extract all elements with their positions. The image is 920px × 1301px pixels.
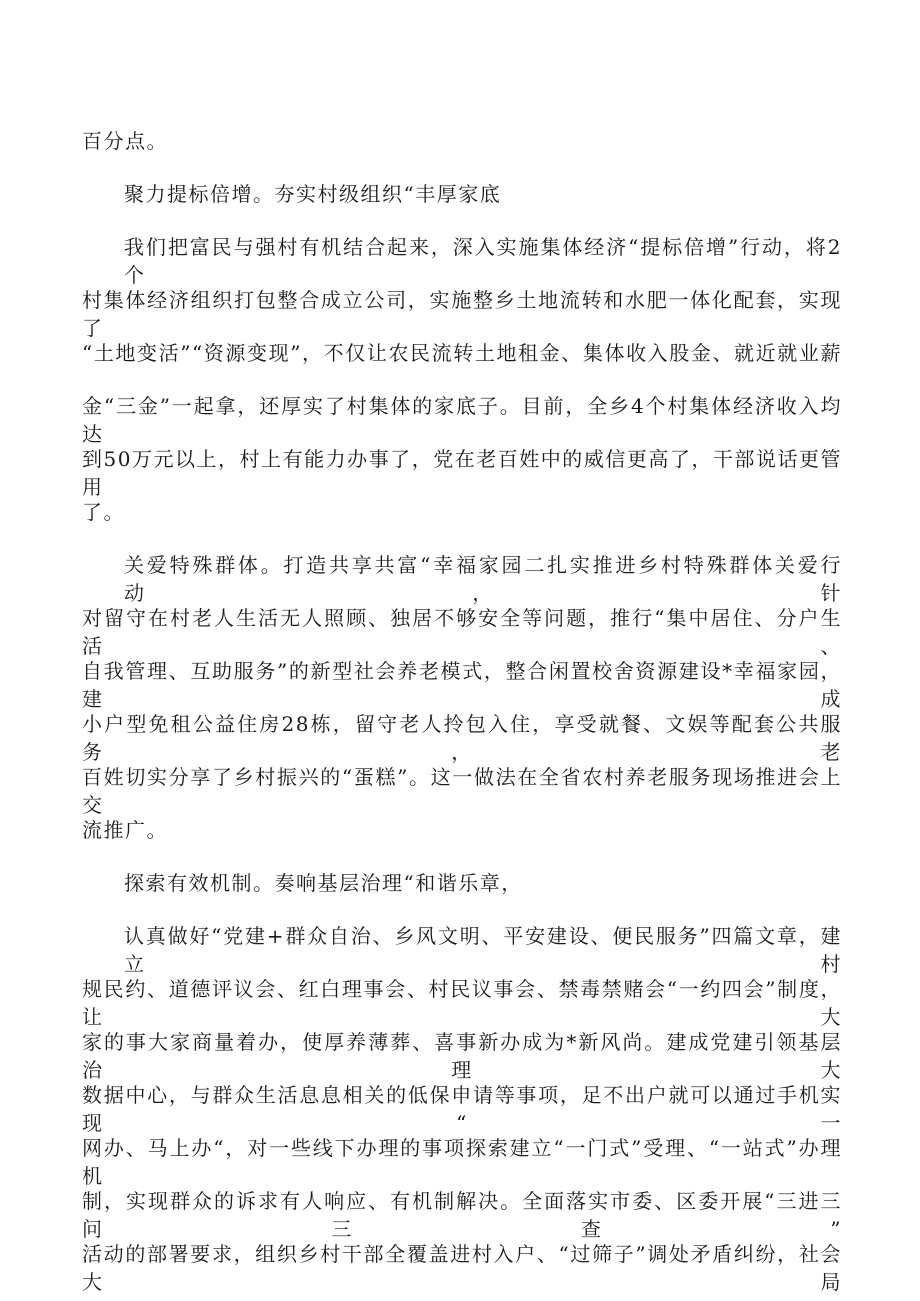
paragraph-line: 百分点。 bbox=[82, 129, 168, 153]
paragraph-line: 到50万元以上，村上有能力办事了，党在老百姓中的威信更高了，干部说话更管用 bbox=[82, 447, 842, 499]
paragraph-line: 自我管理、互助服务”的新型社会养老模式，整合闲置校舍资源建设*幸福家园，建成 bbox=[82, 659, 842, 711]
paragraph-line: 对留守在村老人生活无人照顾、独居不够安全等问题，推行“集中居住、分户生活、 bbox=[82, 606, 842, 658]
section-heading: 探索有效机制。奏响基层治理“和谐乐章， bbox=[124, 871, 523, 895]
paragraph-line: 百姓切实分享了乡村振兴的“蛋糕”。这一做法在全省农村养老服务现场推进会上交 bbox=[82, 765, 842, 817]
section-heading: 聚力提标倍增。夯实村级组织“丰厚家底 bbox=[124, 182, 502, 206]
paragraph-line: 制，实现群众的诉求有人响应、有机制解决。全面落实市委、区委开展“三进三问三查” bbox=[82, 1189, 842, 1241]
paragraph-line: 家的事大家商量着办，使厚养薄葬、喜事新办成为*新风尚。建成党建引领基层治理大 bbox=[82, 1030, 842, 1082]
paragraph-line: 数据中心，与群众生活息息相关的低保申请等事项，足不出户就可以通过手机实现“一 bbox=[82, 1083, 842, 1135]
paragraph-line: 规民约、道德评议会、红白理事会、村民议事会、禁毒禁赌会“一约四会”制度，让大 bbox=[82, 977, 842, 1029]
paragraph-line: “土地变活”“资源变现”，不仅让农民流转土地租金、集体收入股金、就近就业薪 bbox=[82, 341, 842, 365]
paragraph-line: 活动的部署要求，组织乡村干部全覆盖进村入户、“过筛子”调处矛盾纠纷，社会大局 bbox=[82, 1242, 842, 1294]
paragraph-line: 我们把富民与强村有机结合起来，深入实施集体经济“提标倍增”行动，将2个 bbox=[124, 235, 842, 287]
paragraph-line: 金“三金”一起拿，还厚实了村集体的家底子。目前，全乡4个村集体经济收入均达 bbox=[82, 394, 842, 446]
paragraph-line: 村集体经济组织打包整合成立公司，实施整乡土地流转和水肥一体化配套，实现了 bbox=[82, 288, 842, 340]
paragraph-line: 了。 bbox=[82, 500, 125, 524]
paragraph-line: 关爱特殊群体。打造共享共富“幸福家园二扎实推进乡村特殊群体关爱行动，针 bbox=[124, 553, 842, 605]
paragraph-line: 认真做好“党建+群众自治、乡风文明、平安建设、便民服务”四篇文章，建立村 bbox=[124, 924, 842, 976]
paragraph-line: 流推广。 bbox=[82, 818, 168, 842]
paragraph-line: 网办、马上办“，对一些线下办理的事项探索建立“一门式”受理、“一站式”办理机 bbox=[82, 1136, 842, 1188]
paragraph-line: 小户型免租公益住房28栋，留守老人拎包入住，享受就餐、文娱等配套公共服务，老 bbox=[82, 712, 842, 764]
